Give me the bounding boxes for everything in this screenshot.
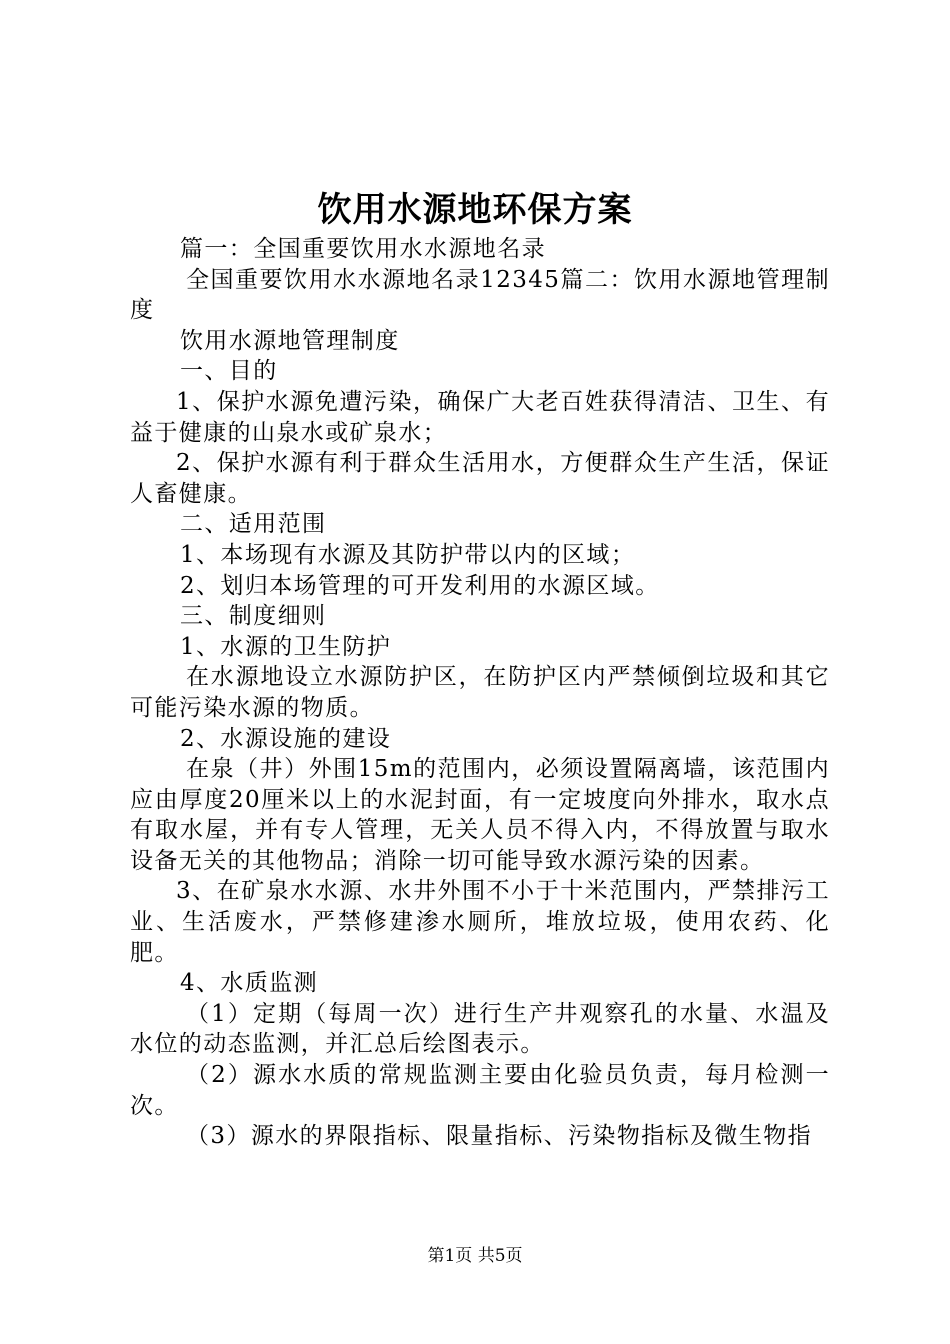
paragraph-facility-construction: 在泉（井）外围15m的范围内，必须设置隔离墙，该范围内应由厚度20厘米以上的水泥封面，有一定坡度向外排水，取水点有取水屋，并有专人管理，无关人员不得入内，不得放置与取水设备无关的其他物品；消除一切可能导致水源污染的因素。 [130, 756, 830, 874]
paragraph-purpose-1: 1、保护水源免遭污染，确保广大老百姓获得清洁、卫生、有益于健康的山泉水或矿泉水； [130, 388, 830, 446]
paragraph-subtitle: 饮用水源地管理制度 [180, 327, 400, 354]
paragraph-hygiene-protection: 在水源地设立水源防护区，在防护区内严禁倾倒垃圾和其它可能污染水源的物质。 [130, 664, 830, 721]
paragraph-scope-1: 1、本场现有水源及其防护带以内的区域； [180, 541, 636, 568]
heading-water-quality-monitoring: 4、水质监测 [180, 970, 319, 997]
paragraph-purpose-2: 2、保护水源有利于群众生活用水，方便群众生产生活，保证人畜健康。 [130, 450, 830, 507]
paragraph-list-and-section-two: 全国重要饮用水水源地名录12345篇二：饮用水源地管理制度 [130, 266, 830, 324]
paragraph-mineral-water-protection: 3、在矿泉水水源、水井外围不小于十米范围内，严禁排污工业、生活废水，严禁修建渗水厕所，堆放垃圾，使用农药、化肥。 [130, 878, 830, 966]
paragraph-scope-2: 2、划归本场管理的可开发利用的水源区域。 [180, 572, 660, 599]
paragraph-monitoring-1: （1）定期（每周一次）进行生产井观察孔的水量、水温及水位的动态监测，并汇总后绘图表示。 [130, 1000, 830, 1058]
heading-scope: 二、适用范围 [180, 511, 327, 538]
document-body [130, 234, 830, 1152]
heading-rules: 三、制度细则 [180, 603, 327, 630]
paragraph-section-one-heading: 篇一：全国重要饮用水水源地名录 [180, 236, 546, 262]
document-title: 饮用水源地环保方案 [317, 190, 633, 230]
page-footer: 第1页 共5页 [427, 1246, 523, 1266]
heading-hygiene-protection: 1、水源的卫生防护 [180, 633, 392, 660]
heading-facility-construction: 2、水源设施的建设 [180, 725, 392, 752]
paragraph-monitoring-2: （2）源水水质的常规监测主要由化验员负责，每月检测一次。 [130, 1062, 830, 1119]
paragraph-monitoring-3: （3）源水的界限指标、限量指标、污染物指标及微生物指 [186, 1123, 813, 1150]
heading-purpose: 一、目的 [180, 358, 278, 385]
